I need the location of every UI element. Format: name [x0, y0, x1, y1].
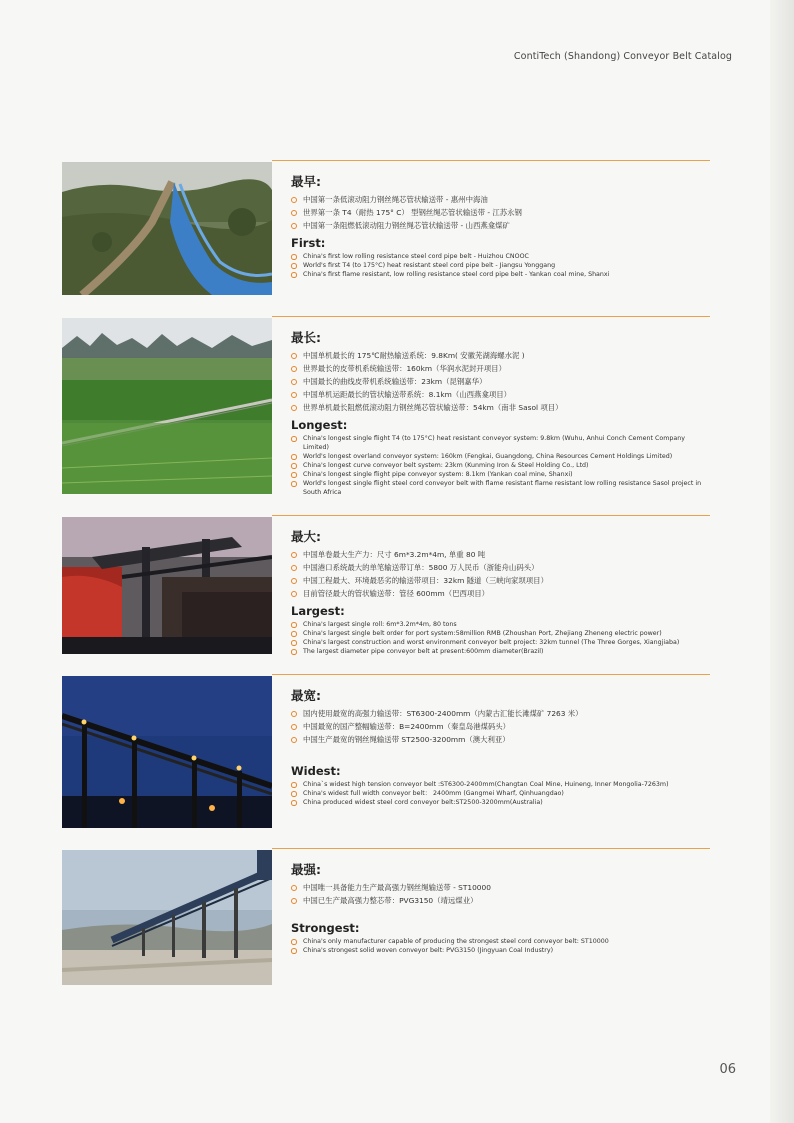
section-divider: [272, 160, 710, 161]
list-item: 中国单机运距最长的管状输送带系统：8.1km（山西燕龛项目）: [291, 388, 709, 401]
catalog-header-title: ContiTech (Shandong) Conveyor Belt Catalog: [513, 51, 732, 62]
list-item: 中国最长的曲线皮带机系统输送带：23km（昆钢嘉华）: [291, 375, 709, 388]
photo-trestle-conveyor: [62, 850, 272, 985]
list-item: World's longest overland conveyor system: 160km (Fengkai, Guangdong, China Resources Cement Holdings Limited): [291, 452, 709, 461]
list-item: China's first flame resistant, low rolling resistance steel cord pipe belt - Yankan coal mine, Shanxi: [291, 270, 709, 279]
list-item: 中国工程最大、环境最恶劣的输送带项目：32km 隧道（三峡向家坝项目）: [291, 574, 709, 587]
list-item: World's first T4 (to 175°C) heat resistant steel cord pipe belt - Jiangsu Yonggang: [291, 261, 709, 270]
list-item: China's only manufacturer capable of producing the strongest steel cord conveyor belt: ST10000: [291, 937, 709, 946]
list-item: 中国港口系统最大的单笔输送带订单：5800 万人民币（浙能舟山码头）: [291, 561, 709, 574]
list-item: 中国生产最宽的钢丝绳输送带 ST2500-3200mm（澳大利亚）: [291, 733, 709, 746]
list-item: 中国唯一具备能力生产最高强力钢丝绳输送带 - ST10000: [291, 881, 709, 894]
list-item: China's largest construction and worst environment conveyor belt project: 32km tunnel (The Three Gorges, Xiangjiaba): [291, 638, 709, 647]
heading-zh: 最长:: [291, 330, 321, 345]
list-item: 中国第一条阻燃低滚动阻力钢丝绳芯管状输送带 - 山西燕龛煤矿: [291, 219, 709, 232]
page-number: 06: [719, 1062, 736, 1077]
heading-en: Longest:: [291, 418, 348, 432]
list-item: 中国单机最长的 175℃耐热输送系统：9.8Km( 安徽芜湖海螺水泥 ): [291, 349, 709, 362]
list-item: 世界最长的皮带机系统输送带：160km（华润水泥封开项目）: [291, 362, 709, 375]
list-item: 国内使用最宽的高强力输送带：ST6300-2400mm（内蒙古汇能长滩煤矿 7263 米）: [291, 707, 709, 720]
list-item: 中国单卷最大生产力：尺寸 6m*3.2m*4m, 单重 80 吨: [291, 548, 709, 561]
heading-zh: 最宽:: [291, 688, 321, 703]
heading-en: First:: [291, 236, 326, 250]
heading-zh: 最大:: [291, 529, 321, 544]
list-item: China's first low rolling resistance steel cord pipe belt - Huizhou CNOOC: [291, 252, 709, 261]
section-divider: [272, 848, 710, 849]
section-divider: [272, 515, 710, 516]
list-item: The largest diameter pipe conveyor belt at present:600mm diameter(Brazil): [291, 647, 709, 656]
list-item: China's longest single flight pipe conveyor system: 8.1km (Yankan coal mine, Shanxi): [291, 470, 709, 479]
list-item: China's widest full width conveyor belt： 2400mm (Gangmei Wharf, Qinhuangdao): [291, 789, 709, 798]
heading-zh: 最强:: [291, 862, 321, 877]
heading-en: Largest:: [291, 604, 345, 618]
list-item: China's longest single flight T4 (to 175°C) heat resistant conveyor system: 9.8km (Wuhu, Anhui Conch Cement Company Limited): [291, 434, 709, 452]
list-item: China's largest single roll: 6m*3.2m*4m, 80 tons: [291, 620, 709, 629]
list-item: China's largest single belt order for port system:58million RMB (Zhoushan Port, Zhejiang Zheneng electric power): [291, 629, 709, 638]
heading-en: Widest:: [291, 764, 341, 778]
page-edge-shadow: [770, 0, 794, 1123]
list-item: 目前管径最大的管状输送带：管径 600mm（巴西项目）: [291, 587, 709, 600]
list-item: China produced widest steel cord conveyor belt:ST2500-3200mm(Australia): [291, 798, 709, 807]
section-divider: [272, 316, 710, 317]
photo-pipe-conveyor-hills: [62, 162, 272, 295]
list-item: 中国第一条低滚动阻力钢丝绳芯管状输送带 - 惠州中海油: [291, 193, 709, 206]
list-item: 中国最宽的国产整幅输送带：B=2400mm（秦皇岛港煤码头）: [291, 720, 709, 733]
heading-en: Strongest:: [291, 921, 360, 935]
photo-overland-conveyor-fields: [62, 318, 272, 494]
heading-zh: 最早:: [291, 174, 321, 189]
list-item: 世界单机最长阻燃低滚动阻力钢丝绳芯管状输送带：54km（南非 Sasol 项目）: [291, 401, 709, 414]
photo-port-stacker: [62, 517, 272, 654]
list-item: China`s widest high tension conveyor belt :ST6300-2400mm(Changtan Coal Mine, Huineng, Inner Mongolia-7263m): [291, 780, 709, 789]
section-divider: [272, 674, 710, 675]
list-item: China's longest curve conveyor belt system: 23km (Kunming Iron & Steel Holding Co., Ltd): [291, 461, 709, 470]
photo-night-conveyor: [62, 676, 272, 828]
list-item: China's strongest solid woven conveyor belt: PVG3150 (Jingyuan Coal Industry): [291, 946, 709, 955]
list-item: 世界第一条 T4（耐热 175° C） 型钢丝绳芯管状输送带 - 江苏永钢: [291, 206, 709, 219]
list-item: 中国已生产最高强力整芯带：PVG3150（靖远煤业）: [291, 894, 709, 907]
list-item: World's longest single flight steel cord conveyor belt with flame resistant flame resistant low rolling resistance Sasol project in South Africa: [291, 479, 709, 497]
